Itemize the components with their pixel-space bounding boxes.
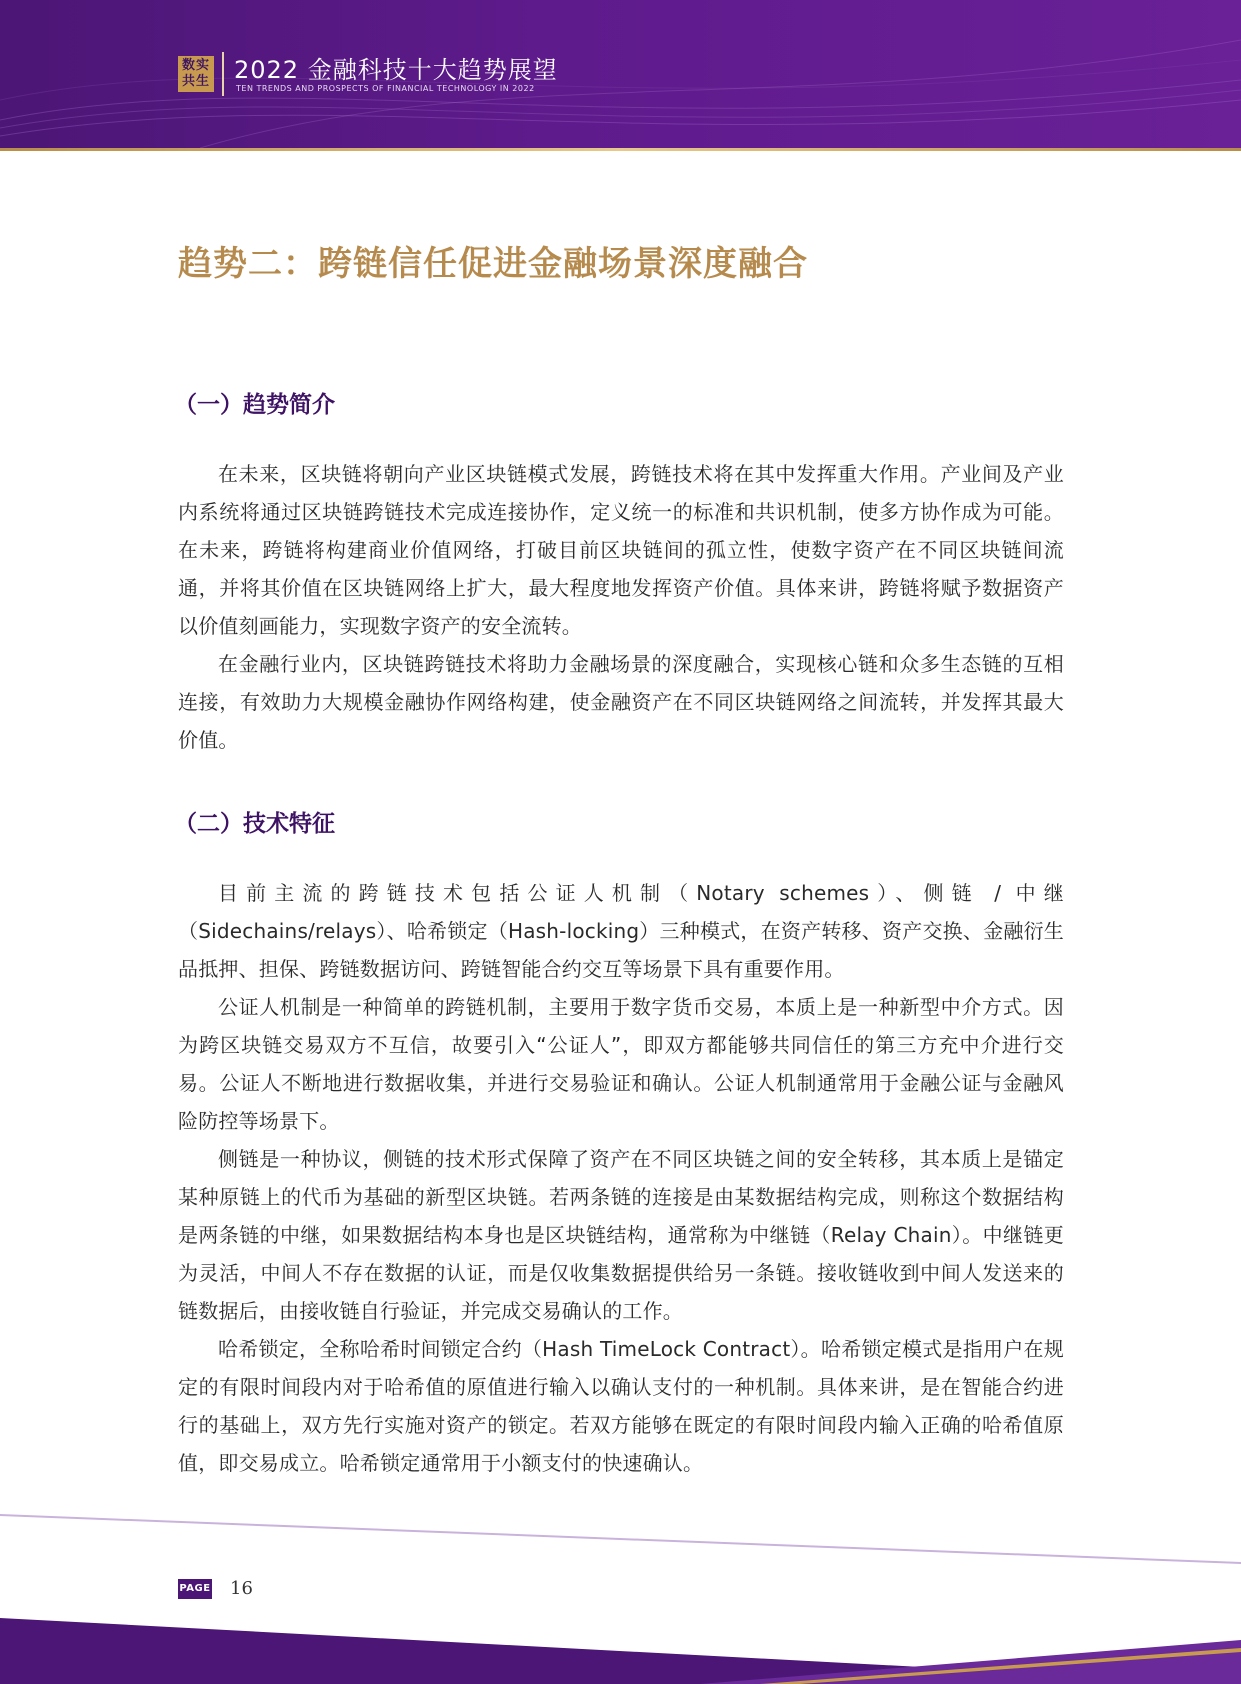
page-title: 趋势二：跨链信任促进金融场景深度融合	[178, 244, 808, 284]
header-banner	[0, 0, 1241, 148]
paragraph-intro-2: 在金融行业内，区块链跨链技术将助力金融场景的深度融合，实现核心链和众多生态链的互相连接，有效助力大规模金融协作网络构建，使金融资产在不同区块链网络之间流转，并发挥其最大价值。	[178, 652, 1064, 752]
header-gold-rule	[0, 148, 1241, 151]
paragraph-features-1: 目前主流的跨链技术包括公证人机制（Notary schemes）、侧链 / 中继（Sidechains/relays）、哈希锁定（Hash-locking）三种模式，在资产转移、资产交换、金融衍生品抵押、担保、跨链数据访问、跨链智能合约交互等场景下具有重要作用。	[178, 881, 1064, 981]
page-number: 16	[230, 1578, 253, 1599]
paragraph-features-4: 哈希锁定，全称哈希时间锁定合约（Hash TimeLock Contract）。哈希锁定模式是指用户在规定的有限时间段内对于哈希值的原值进行输入以确认支付的一种机制。具体来讲，是在智能合约进行的基础上，双方先行实施对资产的锁定。若双方能够在既定的有限时间段内输入正确的哈希值原值，即交易成立。哈希锁定通常用于小额支付的快速确认。	[178, 1337, 1064, 1475]
paragraph-features-2: 公证人机制是一种简单的跨链机制，主要用于数字货币交易，本质上是一种新型中介方式。因为跨区块链交易双方不互信，故要引入“公证人”，即双方都能够共同信任的第三方充中介进行交易。公证人不断地进行数据收集，并进行交易验证和确认。公证人机制通常用于金融公证与金融风险防控等场景下。	[178, 995, 1064, 1133]
header-title: 2022 金融科技十大趋势展望	[234, 56, 558, 84]
section-heading-intro: （一）趋势简介	[174, 392, 335, 418]
page-label-badge: PAGE	[178, 1579, 212, 1599]
header-subtitle: TEN TRENDS AND PROSPECTS OF FINANCIAL TECHNOLOGY IN 2022	[236, 84, 535, 93]
header-divider	[222, 52, 224, 96]
logo-badge	[178, 56, 214, 92]
section-heading-features: （二）技术特征	[174, 811, 335, 837]
paragraph-features-3: 侧链是一种协议，侧链的技术形式保障了资产在不同区块链之间的安全转移，其本质上是锚定某种原链上的代币为基础的新型区块链。若两条链的连接是由某数据结构完成，则称这个数据结构是两条链的中继，如果数据结构本身也是区块链结构，通常称为中继链（Relay Chain）。中继链更为灵活，中间人不存在数据的认证，而是仅收集数据提供给另一条链。接收链收到中间人发送来的链数据后，由接收链自行验证，并完成交易确认的工作。	[178, 1147, 1064, 1323]
paragraph-intro-1: 在未来，区块链将朝向产业区块链模式发展，跨链技术将在其中发挥重大作用。产业间及产业内系统将通过区块链跨链技术完成连接协作，定义统一的标准和共识机制，使多方协作成为可能。在未来，跨链将构建商业价值网络，打破目前区块链间的孤立性，使数字资产在不同区块链间流通，并将其价值在区块链网络上扩大，最大程度地发挥资产价值。具体来讲，跨链将赋予数据资产以价值刻画能力，实现数字资产的安全流转。	[178, 462, 1064, 638]
logo-badge-line1: 数实	[181, 58, 210, 73]
logo-badge-line2: 共生	[181, 74, 210, 89]
